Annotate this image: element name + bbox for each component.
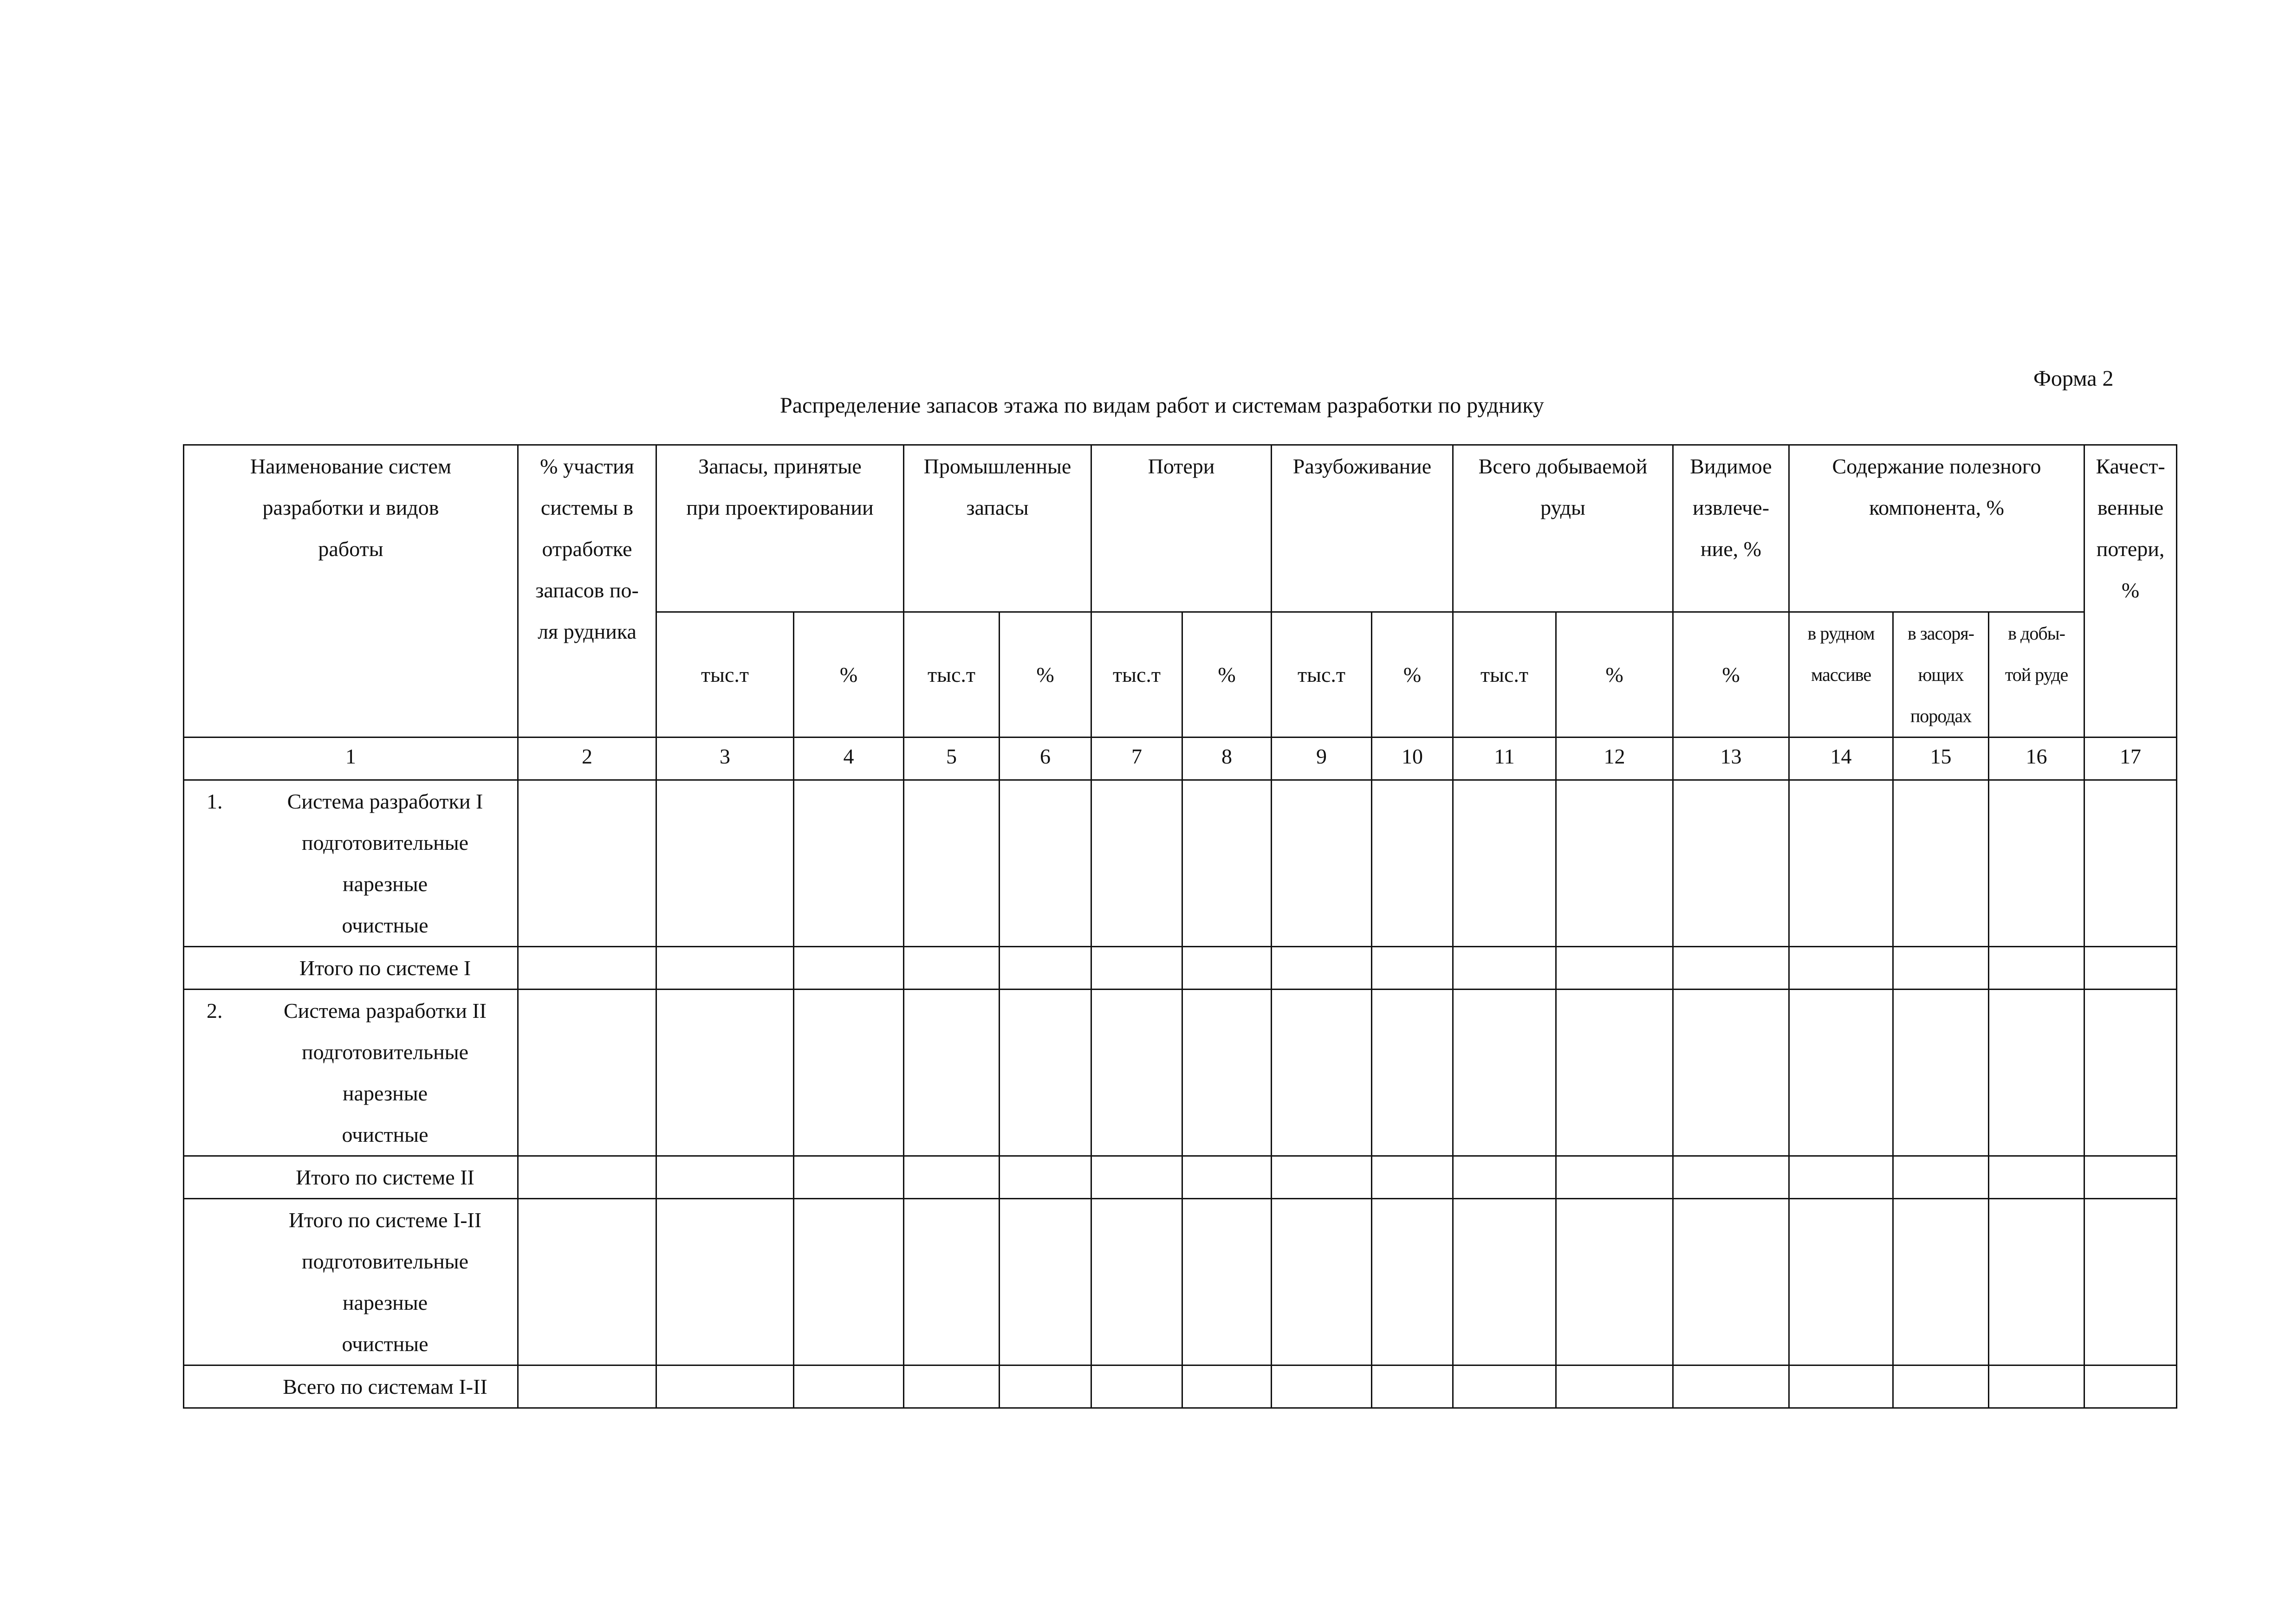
empty-data-cell (1556, 1199, 1673, 1365)
unit-percent: % (794, 612, 904, 738)
empty-data-cell (1556, 780, 1673, 947)
empty-data-cell (518, 780, 656, 947)
row-label-cell (184, 990, 518, 1156)
empty-data-cell (518, 990, 656, 1156)
header-content-in-mined-ore-text: в добы- той руде (2005, 623, 2068, 685)
header-content-in-waste-rock (1893, 612, 1989, 738)
empty-data-cell (794, 1156, 904, 1199)
empty-data-cell (1372, 1199, 1453, 1365)
empty-data-cell (1673, 1199, 1789, 1365)
empty-data-cell (1091, 1156, 1182, 1199)
header-dilution (1272, 445, 1453, 612)
header-design-reserves (656, 445, 904, 612)
empty-data-cell (1673, 1156, 1789, 1199)
systems-1-2-grand-total-row (184, 1365, 2177, 1408)
row-label-cell (184, 1365, 518, 1408)
unit-percent: % (1000, 612, 1091, 738)
empty-data-cell (1372, 947, 1453, 990)
row-label-text: Итого по системе I (299, 956, 471, 980)
row-label-cell (184, 780, 518, 947)
empty-data-cell (1789, 990, 1893, 1156)
unit-thousand-tonnes: тыс.т (1091, 612, 1182, 738)
column-number: 7 (1091, 738, 1182, 780)
header-quality-losses-text: Качест- венные потери, % (2096, 454, 2165, 602)
header-losses-text: Потери (1148, 454, 1215, 478)
empty-data-cell (2084, 780, 2177, 947)
column-number: 3 (656, 738, 794, 780)
empty-data-cell (1372, 1156, 1453, 1199)
empty-data-cell (1000, 780, 1091, 947)
empty-data-cell (904, 1365, 1000, 1408)
empty-data-cell (1000, 947, 1091, 990)
header-quality-losses (2084, 445, 2177, 738)
empty-data-cell (1556, 1156, 1673, 1199)
header-row-top (184, 445, 2177, 612)
empty-data-cell (518, 1365, 656, 1408)
empty-data-cell (2084, 1156, 2177, 1199)
empty-data-cell (1272, 947, 1372, 990)
empty-data-cell (1989, 1156, 2084, 1199)
column-number: 12 (1556, 738, 1673, 780)
empty-data-cell (1272, 780, 1372, 947)
empty-data-cell (794, 780, 904, 947)
row-label-text: Всего по системам I-II (283, 1375, 487, 1398)
empty-data-cell (1789, 947, 1893, 990)
empty-data-cell (1272, 1199, 1372, 1365)
empty-data-cell (1372, 1365, 1453, 1408)
row-label-text: Система разработки I подготовительные нарезные очистные (287, 789, 483, 937)
row-label-text: Итого по системе I-II подготовительные нарезные очистные (288, 1208, 482, 1356)
empty-data-cell (2084, 1199, 2177, 1365)
column-number: 2 (518, 738, 656, 780)
empty-data-cell (1000, 1156, 1091, 1199)
empty-data-cell (1091, 1365, 1182, 1408)
empty-data-cell (1893, 1365, 1989, 1408)
empty-data-cell (1673, 990, 1789, 1156)
row-label-cell (184, 1199, 518, 1365)
empty-data-cell (1182, 1156, 1272, 1199)
header-visible-recovery-text: Видимое извлече- ние, % (1690, 454, 1772, 561)
empty-data-cell (794, 947, 904, 990)
header-dilution-text: Разубоживание (1292, 454, 1432, 478)
empty-data-cell (1453, 1199, 1556, 1365)
empty-data-cell (1091, 947, 1182, 990)
unit-thousand-tonnes: тыс.т (904, 612, 1000, 738)
empty-data-cell (1989, 1365, 2084, 1408)
empty-data-cell (2084, 1365, 2177, 1408)
empty-data-cell (1182, 780, 1272, 947)
column-number-row (184, 738, 2177, 780)
empty-data-cell (794, 990, 904, 1156)
empty-data-cell (1989, 990, 2084, 1156)
empty-data-cell (518, 1199, 656, 1365)
column-number: 10 (1372, 738, 1453, 780)
row-label-cell (184, 947, 518, 990)
empty-data-cell (1182, 947, 1272, 990)
empty-data-cell (1272, 1365, 1372, 1408)
empty-data-cell (1673, 1365, 1789, 1408)
unit-percent: % (1372, 612, 1453, 738)
empty-data-cell (2084, 990, 2177, 1156)
empty-data-cell (1556, 947, 1673, 990)
column-number: 6 (1000, 738, 1091, 780)
document-title: Распределение запасов этажа по видам работ и системам разработки по руднику (780, 393, 1544, 418)
empty-data-cell (794, 1365, 904, 1408)
empty-data-cell (1453, 780, 1556, 947)
header-visible-recovery (1673, 445, 1789, 612)
header-design-reserves-text: Запасы, принятые при проектировании (686, 454, 874, 519)
header-content-in-mined-ore (1989, 612, 2084, 738)
row-number: 1. (207, 789, 223, 813)
empty-data-cell (1893, 780, 1989, 947)
empty-data-cell (1893, 1156, 1989, 1199)
empty-data-cell (794, 1199, 904, 1365)
empty-data-cell (1989, 1199, 2084, 1365)
header-system-name-text: Наименование систем разработки и видов работы (250, 454, 452, 561)
header-component-content (1789, 445, 2084, 612)
empty-data-cell (1372, 780, 1453, 947)
empty-data-cell (1182, 1365, 1272, 1408)
empty-data-cell (1182, 990, 1272, 1156)
system-1-total-row (184, 947, 2177, 990)
header-total-ore (1453, 445, 1673, 612)
header-system-share-text: % участия системы в отработке запасов по- ля рудника (535, 454, 639, 643)
empty-data-cell (904, 780, 1000, 947)
empty-data-cell (2084, 947, 2177, 990)
empty-data-cell (656, 990, 794, 1156)
column-number: 5 (904, 738, 1000, 780)
empty-data-cell (1556, 990, 1673, 1156)
header-system-name (184, 445, 518, 738)
column-number: 4 (794, 738, 904, 780)
header-industrial-reserves-text: Промышленные запасы (923, 454, 1071, 519)
empty-data-cell (656, 1156, 794, 1199)
empty-data-cell (518, 1156, 656, 1199)
column-number: 16 (1989, 738, 2084, 780)
column-number: 9 (1272, 738, 1372, 780)
empty-data-cell (1556, 1365, 1673, 1408)
empty-data-cell (1000, 1199, 1091, 1365)
empty-data-cell (1272, 990, 1372, 1156)
empty-data-cell (1789, 1365, 1893, 1408)
empty-data-cell (904, 990, 1000, 1156)
row-label-cell (184, 1156, 518, 1199)
empty-data-cell (1000, 990, 1091, 1156)
empty-data-cell (1989, 947, 2084, 990)
empty-data-cell (1272, 1156, 1372, 1199)
column-number: 14 (1789, 738, 1893, 780)
empty-data-cell (1789, 780, 1893, 947)
empty-data-cell (1789, 1156, 1893, 1199)
empty-data-cell (1182, 1199, 1272, 1365)
empty-data-cell (1453, 947, 1556, 990)
unit-thousand-tonnes: тыс.т (656, 612, 794, 738)
empty-data-cell (656, 947, 794, 990)
unit-percent: % (1673, 612, 1789, 738)
header-content-in-waste-rock-text: в засоря- ющих породах (1908, 623, 1974, 726)
empty-data-cell (518, 947, 656, 990)
systems-1-2-total-row (184, 1199, 2177, 1365)
row-label-text: Система разработки II подготовительные нарезные очистные (284, 999, 487, 1146)
header-system-share (518, 445, 656, 738)
column-number: 8 (1182, 738, 1272, 780)
header-content-in-ore-massif (1789, 612, 1893, 738)
column-number: 17 (2084, 738, 2177, 780)
row-number: 2. (207, 999, 223, 1022)
empty-data-cell (1453, 1365, 1556, 1408)
empty-data-cell (904, 1156, 1000, 1199)
empty-data-cell (656, 780, 794, 947)
empty-data-cell (1372, 990, 1453, 1156)
column-number: 11 (1453, 738, 1556, 780)
empty-data-cell (656, 1199, 794, 1365)
empty-data-cell (1893, 1199, 1989, 1365)
empty-data-cell (1789, 1199, 1893, 1365)
empty-data-cell (1673, 947, 1789, 990)
form-number-label: Форма 2 (2033, 366, 2114, 391)
empty-data-cell (1091, 1199, 1182, 1365)
empty-data-cell (1453, 1156, 1556, 1199)
empty-data-cell (656, 1365, 794, 1408)
empty-data-cell (1989, 780, 2084, 947)
unit-percent: % (1182, 612, 1272, 738)
system-2-row (184, 990, 2177, 1156)
empty-data-cell (1453, 990, 1556, 1156)
empty-data-cell (1000, 1365, 1091, 1408)
header-content-in-ore-massif-text: в рудном массиве (1807, 623, 1875, 685)
header-losses (1091, 445, 1272, 612)
header-industrial-reserves (904, 445, 1091, 612)
empty-data-cell (904, 947, 1000, 990)
empty-data-cell (1091, 990, 1182, 1156)
unit-thousand-tonnes: тыс.т (1453, 612, 1556, 738)
empty-data-cell (1091, 780, 1182, 947)
empty-data-cell (1893, 990, 1989, 1156)
reserves-distribution-table (183, 444, 2177, 1409)
header-total-ore-text: Всего добываемой руды (1478, 454, 1648, 519)
column-number: 15 (1893, 738, 1989, 780)
header-component-content-text: Содержание полезного компонента, % (1832, 454, 2041, 519)
empty-data-cell (1673, 780, 1789, 947)
empty-data-cell (904, 1199, 1000, 1365)
column-number: 1 (184, 738, 518, 780)
table-body (184, 780, 2177, 1408)
unit-percent: % (1556, 612, 1673, 738)
unit-thousand-tonnes: тыс.т (1272, 612, 1372, 738)
system-1-row (184, 780, 2177, 947)
system-2-total-row (184, 1156, 2177, 1199)
empty-data-cell (1893, 947, 1989, 990)
column-number: 13 (1673, 738, 1789, 780)
row-label-text: Итого по системе II (296, 1165, 474, 1189)
